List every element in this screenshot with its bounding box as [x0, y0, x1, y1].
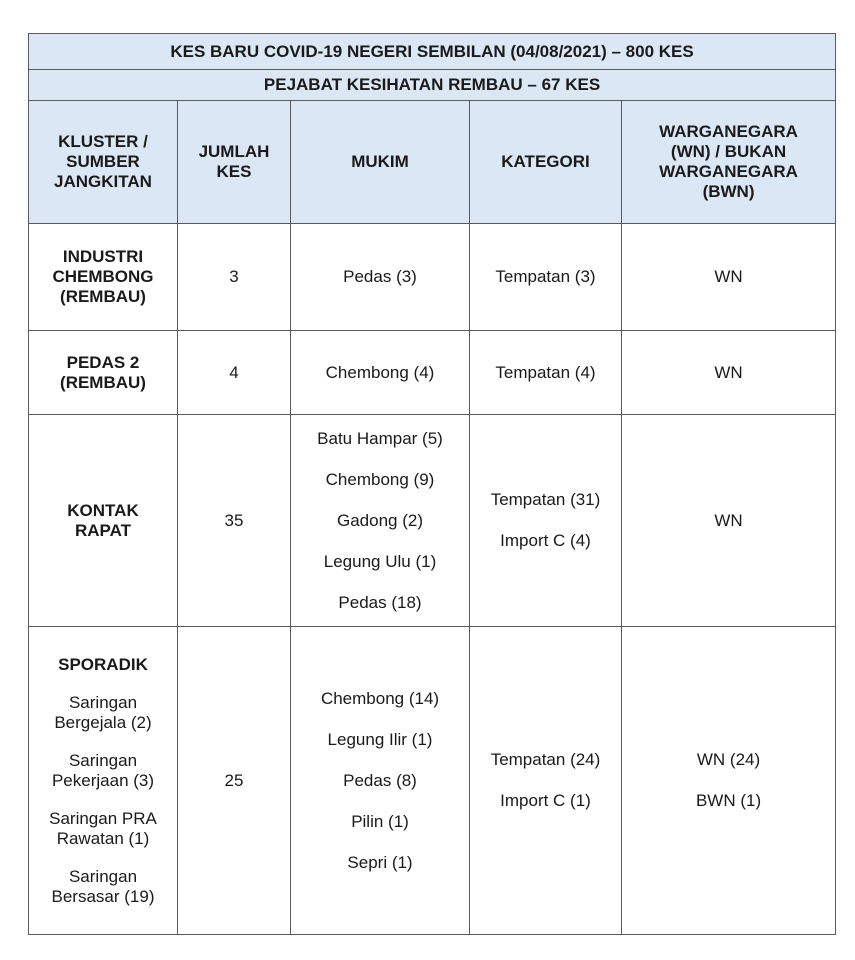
- kategori-item: Tempatan (4): [495, 362, 596, 382]
- header-mukim: MUKIM: [291, 101, 470, 224]
- mukim-item: Legung Ulu (1): [323, 551, 437, 571]
- cell-mukim: [291, 331, 470, 415]
- mukim-item: Chembong (14): [320, 688, 440, 708]
- mukim-item: Batu Hampar (5): [317, 428, 443, 448]
- table-title: KES BARU COVID-19 NEGERI SEMBILAN (04/08/2021) – 800 KES: [29, 34, 836, 70]
- cases-table: [28, 33, 836, 935]
- cell-warga: [622, 415, 836, 627]
- table-subtitle: PEJABAT KESIHATAN REMBAU – 67 KES: [29, 70, 836, 101]
- mukim-item: Legung Ilir (1): [327, 729, 433, 749]
- mukim-item: Pedas (3): [343, 267, 417, 286]
- cell-mukim: [291, 224, 470, 331]
- cell-kluster: PEDAS 2 (REMBAU): [29, 331, 178, 415]
- warga-item: WN (24): [696, 750, 761, 769]
- kluster-sub-item: Saringan Bersasar (19): [51, 866, 155, 906]
- table-row: [29, 415, 836, 627]
- kategori-item: Tempatan (31): [490, 490, 601, 509]
- mukim-item: Gadong (2): [337, 510, 423, 530]
- kategori-item: Import C (4): [500, 531, 591, 550]
- cell-jumlah: 3: [178, 224, 291, 331]
- header-jumlah: JUMLAH KES: [178, 101, 291, 224]
- cell-kategori: [470, 415, 622, 627]
- header-row: [29, 101, 836, 224]
- header-kluster: KLUSTER / SUMBER JANGKITAN: [29, 101, 178, 224]
- kluster-sub-item: Saringan PRA Rawatan (1): [49, 808, 157, 848]
- mukim-item: Pilin (1): [351, 811, 409, 831]
- cell-warga: [622, 627, 836, 935]
- cell-mukim: [291, 415, 470, 627]
- warga-item: WN: [714, 267, 743, 286]
- warga-item: WN: [714, 510, 743, 530]
- mukim-item: Chembong (4): [325, 362, 435, 382]
- warga-item: WN: [714, 362, 743, 382]
- cell-warga: [622, 224, 836, 331]
- cell-kluster: [29, 627, 178, 935]
- cell-kategori: [470, 224, 622, 331]
- header-kategori: KATEGORI: [470, 101, 622, 224]
- kluster-sub-item: Saringan Bergejala (2): [54, 692, 152, 732]
- cell-kluster: KONTAK RAPAT: [29, 415, 178, 627]
- cell-jumlah: 35: [178, 415, 291, 627]
- mukim-item: Sepri (1): [347, 852, 413, 872]
- cell-mukim: [291, 627, 470, 935]
- kluster-sub-item: Saringan Pekerjaan (3): [51, 750, 155, 790]
- table-row: [29, 627, 836, 935]
- table-row: [29, 224, 836, 331]
- cell-jumlah: 4: [178, 331, 291, 415]
- cell-kategori: [470, 627, 622, 935]
- kategori-item: Import C (1): [500, 791, 591, 810]
- cell-warga: [622, 331, 836, 415]
- mukim-item: Pedas (18): [338, 592, 422, 612]
- cell-jumlah: 25: [178, 627, 291, 935]
- kluster-label: SPORADIK: [58, 654, 148, 674]
- cell-kluster: INDUSTRI CHEMBONG (REMBAU): [29, 224, 178, 331]
- mukim-item: Chembong (9): [325, 469, 435, 489]
- warga-item: BWN (1): [695, 791, 762, 810]
- kategori-item: Tempatan (3): [495, 267, 596, 286]
- kategori-item: Tempatan (24): [490, 750, 601, 769]
- header-warga: WARGANEGARA (WN) / BUKAN WARGANEGARA (BWN): [622, 101, 836, 224]
- cell-kategori: [470, 331, 622, 415]
- mukim-item: Pedas (8): [343, 770, 417, 790]
- table-row: [29, 331, 836, 415]
